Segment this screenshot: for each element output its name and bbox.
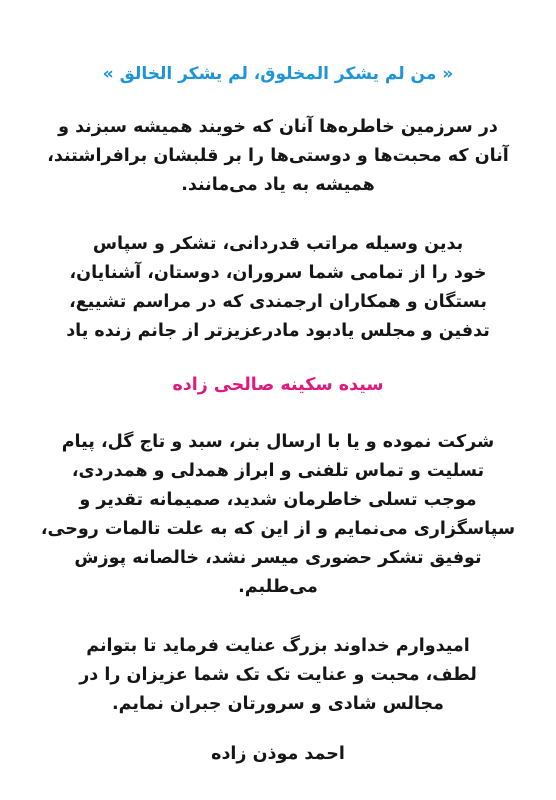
text-line: بستگان و همکاران ارجمندی که در مراسم تشییع، [69,292,487,312]
text-line: بدین وسیله مراتب قدردانی، تشکر و سپاس [92,234,464,254]
quote-heading: « من لم يشكر المخلوق، لم يشكر الخالق » [102,64,454,84]
text-line: مجالس شادی و سرورتان جبران نمایم. [112,694,444,714]
text-line: لطف، محبت و عنایت تک تک شما عزیزان را در [79,665,477,685]
text-line: سپاسگزاری می‌نمایم و از این که به علت تالمات روحی، [40,519,516,539]
deceased-name: سیده سکینه صالحی زاده [172,375,384,395]
text-line: امیدوارم خداوند بزرگ عنایت فرماید تا بتوانم [86,636,470,656]
text-line: شرکت نموده و یا با ارسال بنر، سبد و تاج گل، پیام [61,432,495,452]
text-line: توفیق تشکر حضوری میسر نشد، خالصانه پوزش [74,548,482,568]
text-line: آنان که محبت‌ها و دوستی‌ها را بر قلبشان برافراشتند، [47,146,509,166]
text-line: تسلیت و تماس تلفنی و ابراز همدلی و همدردی، [71,461,485,481]
paragraph-gratitude [30,428,526,602]
text-line: موجب تسلی خاطرمان شدید، صمیمانه تقدیر و [79,490,477,510]
text-line: همیشه به یاد می‌مانند. [181,175,375,195]
paragraph-memory [30,113,526,200]
paragraph-hope [30,632,526,719]
text-line: می‌طلبم. [238,577,318,597]
text-line: خود را از تمامی شما سروران، دوستان، آشنایان، [69,263,487,283]
paragraph-thanks [30,230,526,346]
text-line: تدفین و مجلس یادبود مادرعزیزتر از جانم زنده یاد [66,321,490,341]
text-line: در سرزمین خاطره‌ها آنان که خویند همیشه سبزند و [58,117,498,137]
signature: احمد موذن زاده [211,744,345,764]
